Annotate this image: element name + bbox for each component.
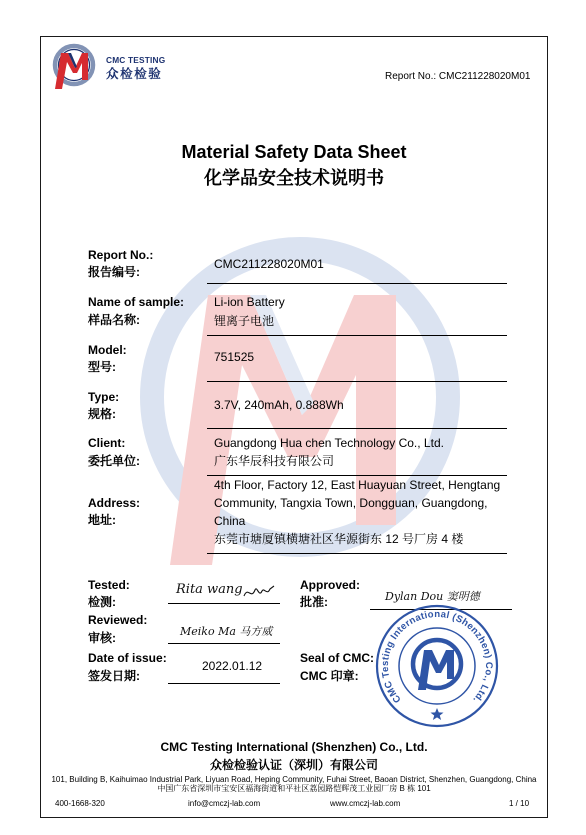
address-value-line-1: 4th Floor, Factory 12, East Huayuan Street, Hengtang — [214, 478, 501, 492]
seal-star-icon — [431, 708, 444, 720]
issue-date-label-cn: 签发日期: — [88, 669, 140, 683]
client-label-en: Client: — [88, 436, 126, 450]
brand-name-cn: 众检检验 — [106, 67, 163, 81]
address-underline — [207, 553, 507, 554]
client-value-en: Guangdong Hua chen Technology Co., Ltd. — [214, 436, 444, 450]
reviewed-signature: Meiko Ma 马方威 — [180, 625, 273, 638]
report-no-underline — [207, 283, 507, 284]
type-underline — [207, 428, 507, 429]
model-label-cn: 型号: — [88, 360, 116, 374]
issue-date-value: 2022.01.12 — [202, 659, 263, 673]
issue-date-label-en: Date of issue: — [88, 651, 167, 665]
model-value: 751525 — [214, 350, 255, 364]
address-label-cn: 地址: — [88, 513, 116, 527]
footer-page-number: 1 / 10 — [509, 799, 530, 808]
tested-signature: Rita wang — [176, 582, 243, 597]
signature-scribble-stroke — [244, 586, 274, 596]
sample-name-underline — [207, 335, 507, 336]
footer-website: www.cmczj-lab.com — [330, 799, 401, 808]
address-label-en: Address: — [88, 496, 141, 510]
model-underline — [207, 381, 507, 382]
seal-ring-text-path: CMC Testing International (Shenzhen) Co., Ltd. — [379, 608, 495, 705]
header-report-number: Report No.: CMC211228020M01 — [385, 71, 531, 82]
footer-company-en: CMC Testing International (Shenzhen) Co., Ltd. — [160, 740, 428, 754]
reviewed-underline — [168, 643, 280, 644]
address-value-line-3: China — [214, 514, 246, 528]
sample-name-label-cn: 样品名称: — [88, 313, 140, 327]
report-no-label-cn: 报告编号: — [88, 265, 140, 279]
address-value-line-2: Community, Tangxia Town, Dongguan, Guangdong, — [214, 496, 488, 510]
seal-label-cn: CMC 印章: — [300, 669, 359, 683]
tested-signature-scribble — [243, 582, 275, 602]
tested-label-cn: 检测: — [88, 595, 116, 609]
sample-name-value-en: Li-ion Battery — [214, 295, 285, 309]
type-label-en: Type: — [88, 390, 120, 404]
cmc-logo-icon — [48, 42, 98, 92]
report-no-label-en: Report No.: — [88, 248, 154, 262]
address-value-cn: 东莞市塘厦镇横塘社区华源街东 12 号厂房 4 楼 — [214, 532, 464, 546]
type-label-cn: 规格: — [88, 407, 116, 421]
tested-underline — [168, 603, 280, 604]
client-label-cn: 委托单位: — [88, 454, 140, 468]
report-no-value: CMC211228020M01 — [214, 257, 324, 271]
document-title-cn: 化学品安全技术说明书 — [204, 168, 384, 188]
cmc-seal-stamp-icon — [375, 604, 499, 728]
footer-address-en: 101, Building B, Kaihuimao Industrial Park, Liyuan Road, Heping Community, Fuhai Street, Baoan District, Shenzhen, Guangdong, China — [51, 775, 537, 784]
footer-company-cn: 众检检验认证（深圳）有限公司 — [209, 758, 378, 772]
footer-address-cn: 中国广东省深圳市宝安区福海街道和平社区荔园路恺辉茂工业园厂房 B 栋 101 — [157, 784, 431, 793]
seal-ring-text — [380, 609, 494, 705]
client-underline — [207, 475, 507, 476]
approved-label-cn: 批准: — [300, 595, 328, 609]
seal-label-en: Seal of CMC: — [300, 651, 375, 665]
reviewed-label-cn: 审核: — [88, 631, 116, 645]
reviewed-label-en: Reviewed: — [88, 613, 148, 627]
brand-name-en: CMC TESTING — [106, 55, 166, 65]
client-value-cn: 广东华辰科技有限公司 — [214, 454, 335, 468]
footer-email: info@cmczj-lab.com — [188, 799, 261, 808]
sample-name-value-cn: 锂离子电池 — [214, 314, 275, 328]
approved-label-en: Approved: — [300, 578, 360, 592]
document-title-en: Material Safety Data Sheet — [181, 142, 407, 162]
sample-name-label-en: Name of sample: — [88, 295, 185, 309]
approved-signature: Dylan Dou 窦明德 — [385, 590, 480, 603]
model-label-en: Model: — [88, 343, 127, 357]
type-value: 3.7V, 240mAh, 0.888Wh — [214, 398, 344, 412]
issue-date-underline — [168, 683, 280, 684]
footer-phone: 400-1668-320 — [55, 799, 105, 808]
tested-label-en: Tested: — [88, 578, 130, 592]
